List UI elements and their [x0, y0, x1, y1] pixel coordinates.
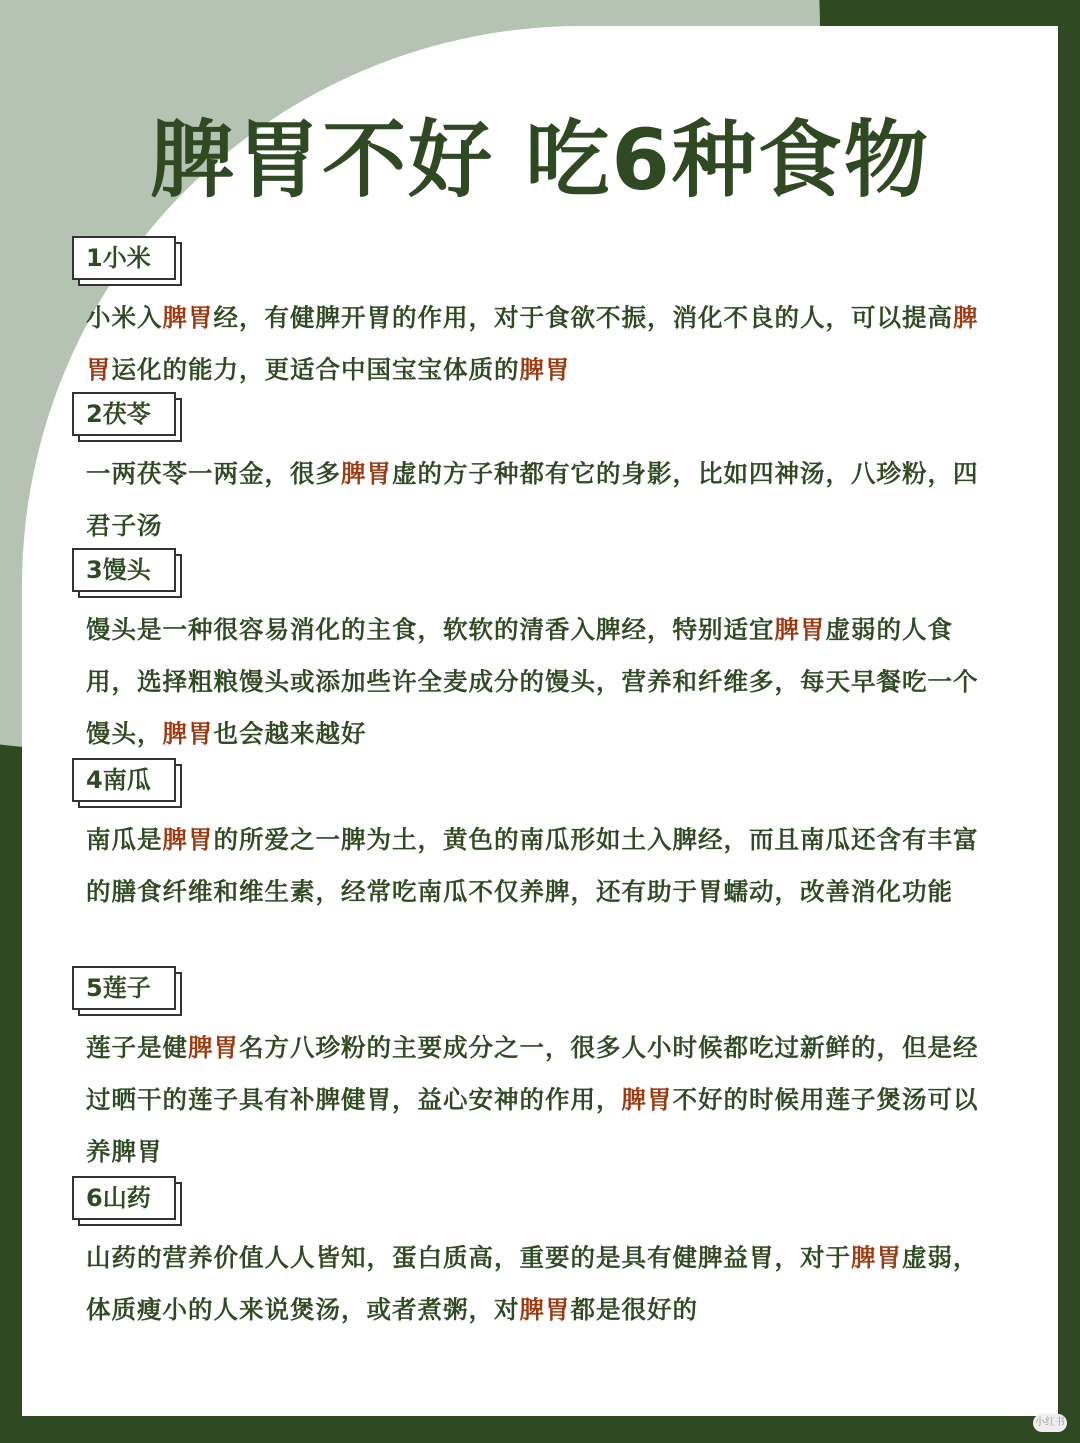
section-body: [86, 1022, 992, 1178]
body-segment: 馒头是一种很容易消化的主食，软软的清香入脾经，特别适宜: [86, 615, 775, 644]
body-segment: 都是很好的: [570, 1295, 698, 1324]
highlight-term: 脾胃: [86, 303, 979, 384]
body-segment: 的所爱之一脾为土，黄色的南瓜形如土入脾经，而且南瓜还含有丰富的膳食纤维和维生素，经常吃南瓜不仅养脾，还有助于胃蠕动，改善消化功能: [86, 825, 979, 906]
body-segment: 一两茯苓一两金，很多: [86, 459, 341, 488]
section-body: [86, 292, 992, 396]
page-title: 脾胃不好 吃6种食物: [150, 111, 930, 209]
section-poria: [72, 392, 992, 552]
body-segment: 运化的能力，更适合中国宝宝体质的: [111, 355, 520, 384]
body-segment: 不好的时候用莲子煲汤可以养脾胃: [86, 1085, 979, 1166]
section-millet: [72, 236, 992, 396]
highlight-term: 脾胃: [188, 1033, 239, 1062]
highlight-term: 脾胃: [851, 1243, 902, 1272]
body-segment: 小米入: [86, 303, 163, 332]
body-segment: 虚的方子种都有它的身影，比如四神汤，八珍粉，四君子汤: [86, 459, 979, 540]
body-segment: 莲子是健: [86, 1033, 188, 1062]
section-yam: [72, 1176, 992, 1336]
section-pumpkin: [72, 758, 992, 918]
section-tag: [72, 236, 180, 284]
body-segment: 虚弱的人食用，选择粗粮馒头或添加些许全麦成分的馒头，营养和纤维多，每天早餐吃一个馒头，: [86, 615, 979, 748]
highlight-term: 脾胃: [519, 1295, 571, 1324]
section-tag: [72, 966, 180, 1014]
highlight-term: 脾胃: [774, 615, 826, 644]
tag-label: 6山药: [72, 1176, 176, 1220]
tag-label: 4南瓜: [72, 758, 176, 802]
section-body: [86, 1232, 992, 1336]
body-segment: 山药的营养价值人人皆知，蛋白质高，重要的是具有健脾益胃，对于: [86, 1243, 851, 1272]
section-body: [86, 814, 992, 918]
section-steamed-bun: [72, 548, 992, 760]
highlight-term: 脾胃: [162, 303, 214, 332]
highlight-term: 脾胃: [621, 1085, 673, 1114]
body-segment: 经，有健脾开胃的作用，对于食欲不振，消化不良的人，可以提高: [213, 303, 953, 332]
section-tag: [72, 1176, 180, 1224]
highlight-term: 脾胃: [162, 719, 214, 748]
tag-label: 5莲子: [72, 966, 176, 1010]
highlight-term: 脾胃: [341, 459, 392, 488]
section-tag: [72, 548, 180, 596]
tag-label: 1小米: [72, 236, 176, 280]
tag-label: 3馒头: [72, 548, 176, 592]
watermark: 小红书: [1033, 1414, 1067, 1432]
tag-label: 2茯苓: [72, 392, 176, 436]
body-segment: 虚弱，体质瘦小的人来说煲汤，或者煮粥，对: [86, 1243, 979, 1324]
highlight-term: 脾胃: [519, 355, 571, 384]
section-tag: [72, 758, 180, 806]
body-segment: 南瓜是: [86, 825, 163, 854]
section-lotus-seed: [72, 966, 992, 1178]
section-body: [86, 448, 992, 552]
highlight-term: 脾胃: [162, 825, 214, 854]
section-body: [86, 604, 992, 760]
section-tag: [72, 392, 180, 440]
body-segment: 名方八珍粉的主要成分之一，很多人小时候都吃过新鲜的，但是经过晒干的莲子具有补脾健胃，益心安神的作用，: [86, 1033, 979, 1114]
body-segment: 也会越来越好: [213, 719, 367, 748]
